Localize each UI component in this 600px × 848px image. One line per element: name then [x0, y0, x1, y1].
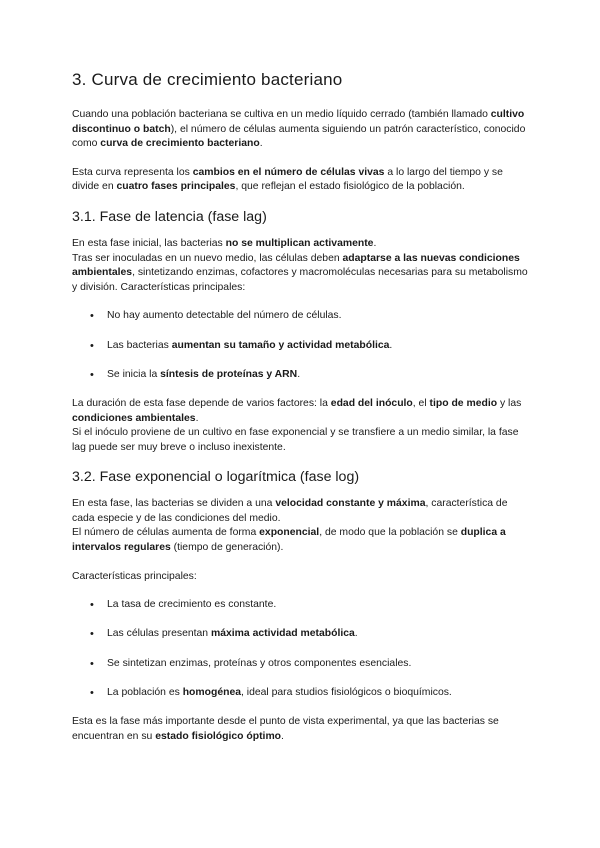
- document-title: 3. Curva de crecimiento bacteriano: [72, 70, 343, 89]
- bold-text: síntesis de proteínas y ARN: [160, 368, 298, 380]
- bold-text: edad del inóculo: [330, 397, 413, 409]
- section-lag-phase: [72, 209, 528, 455]
- section-heading: 3.2. Fase exponencial o logarítmica (fase log): [72, 469, 360, 486]
- list-item: • Las bacterias aumentan su tamaño y actividad metabólica.: [90, 339, 528, 354]
- list-item: • Se inicia la síntesis de proteínas y ARN.: [90, 368, 528, 383]
- bold-text: homogénea: [182, 686, 241, 698]
- bold-text: adaptarse a las nuevas condiciones ambientales: [72, 252, 520, 279]
- bold-text: máxima actividad metabólica: [210, 628, 355, 640]
- section-paragraph: La duración de esta fase depende de varios factores: la edad del inóculo, el tipo de medio y las condiciones ambientales. Si el inóculo proviene de un cultivo en fase exponencial y se transfiere a un medio similar, la fase lag puede ser muy breve o incluso inexistente.: [72, 397, 522, 453]
- list-item: • Se sintetizan enzimas, proteínas y otros componentes esenciales.: [90, 657, 528, 672]
- bold-text: cuatro fases principales: [116, 181, 236, 193]
- section-paragraph: En esta fase, las bacterias se dividen a una velocidad constante y máxima, característica de cada especie y de las condiciones del medio. El número de células aumenta de forma exponencial, de modo que la población se duplica a intervalos regulares (tiempo de generación).: [72, 498, 508, 554]
- intro-paragraph: Esta curva representa los cambios en el número de células vivas a lo largo del tiempo y se divide en cuatro fases principales, que reflejan el estado fisiológico de la población.: [72, 166, 503, 193]
- bold-text: condiciones ambientales: [72, 412, 196, 424]
- bullet-list: [72, 309, 528, 382]
- list-item: • No hay aumento detectable del número de células.: [90, 309, 528, 324]
- bullet-list: [72, 598, 528, 700]
- bold-text: cultivo discontinuo o batch: [72, 109, 525, 135]
- intro: [72, 108, 528, 195]
- bold-text: tipo de medio: [429, 397, 498, 409]
- list-item: • Las células presentan máxima actividad metabólica.: [90, 627, 528, 642]
- bold-text: no se multiplican activamente: [225, 237, 374, 249]
- section-paragraph: Esta es la fase más importante desde el punto de vista experimental, ya que las bacterias se encuentran en su estado fisiológico óptimo.: [72, 716, 499, 742]
- bold-text: exponencial: [259, 527, 320, 539]
- bold-text: velocidad constante y máxima: [275, 498, 426, 510]
- list-item: • La población es homogénea, ideal para studios fisiológicos o bioquímicos.: [90, 686, 528, 701]
- bold-text: curva de crecimiento bacteriano: [100, 138, 260, 150]
- list-item: • La tasa de crecimiento es constante.: [90, 598, 528, 613]
- intro-paragraph: Cuando una población bacteriana se cultiva en un medio líquido cerrado (también llamado cultivo discontinuo o batch), el número de células aumenta siguiendo un patrón característico, conocido como curva de crecimiento bacteriano.: [72, 109, 526, 150]
- section-paragraph: Características principales:: [72, 570, 197, 582]
- bold-text: aumentan su tamaño y actividad metabólica: [171, 339, 390, 351]
- bold-text: estado fisiológico óptimo: [155, 730, 282, 742]
- section-heading: 3.1. Fase de latencia (fase lag): [72, 208, 267, 225]
- section-log-phase: [72, 469, 528, 744]
- section-paragraph: En esta fase inicial, las bacterias no se multiplican activamente. Tras ser inoculadas en un nuevo medio, las células deben adaptarse a las nuevas condiciones ambientales, sintetizando enzimas, cofactores y macromoléculas necesarias para su metabolismo y división. Características principales:: [72, 237, 528, 293]
- bold-text: cambios en el número de células vivas: [192, 166, 385, 178]
- bold-text: duplica a intervalos regulares: [72, 527, 506, 554]
